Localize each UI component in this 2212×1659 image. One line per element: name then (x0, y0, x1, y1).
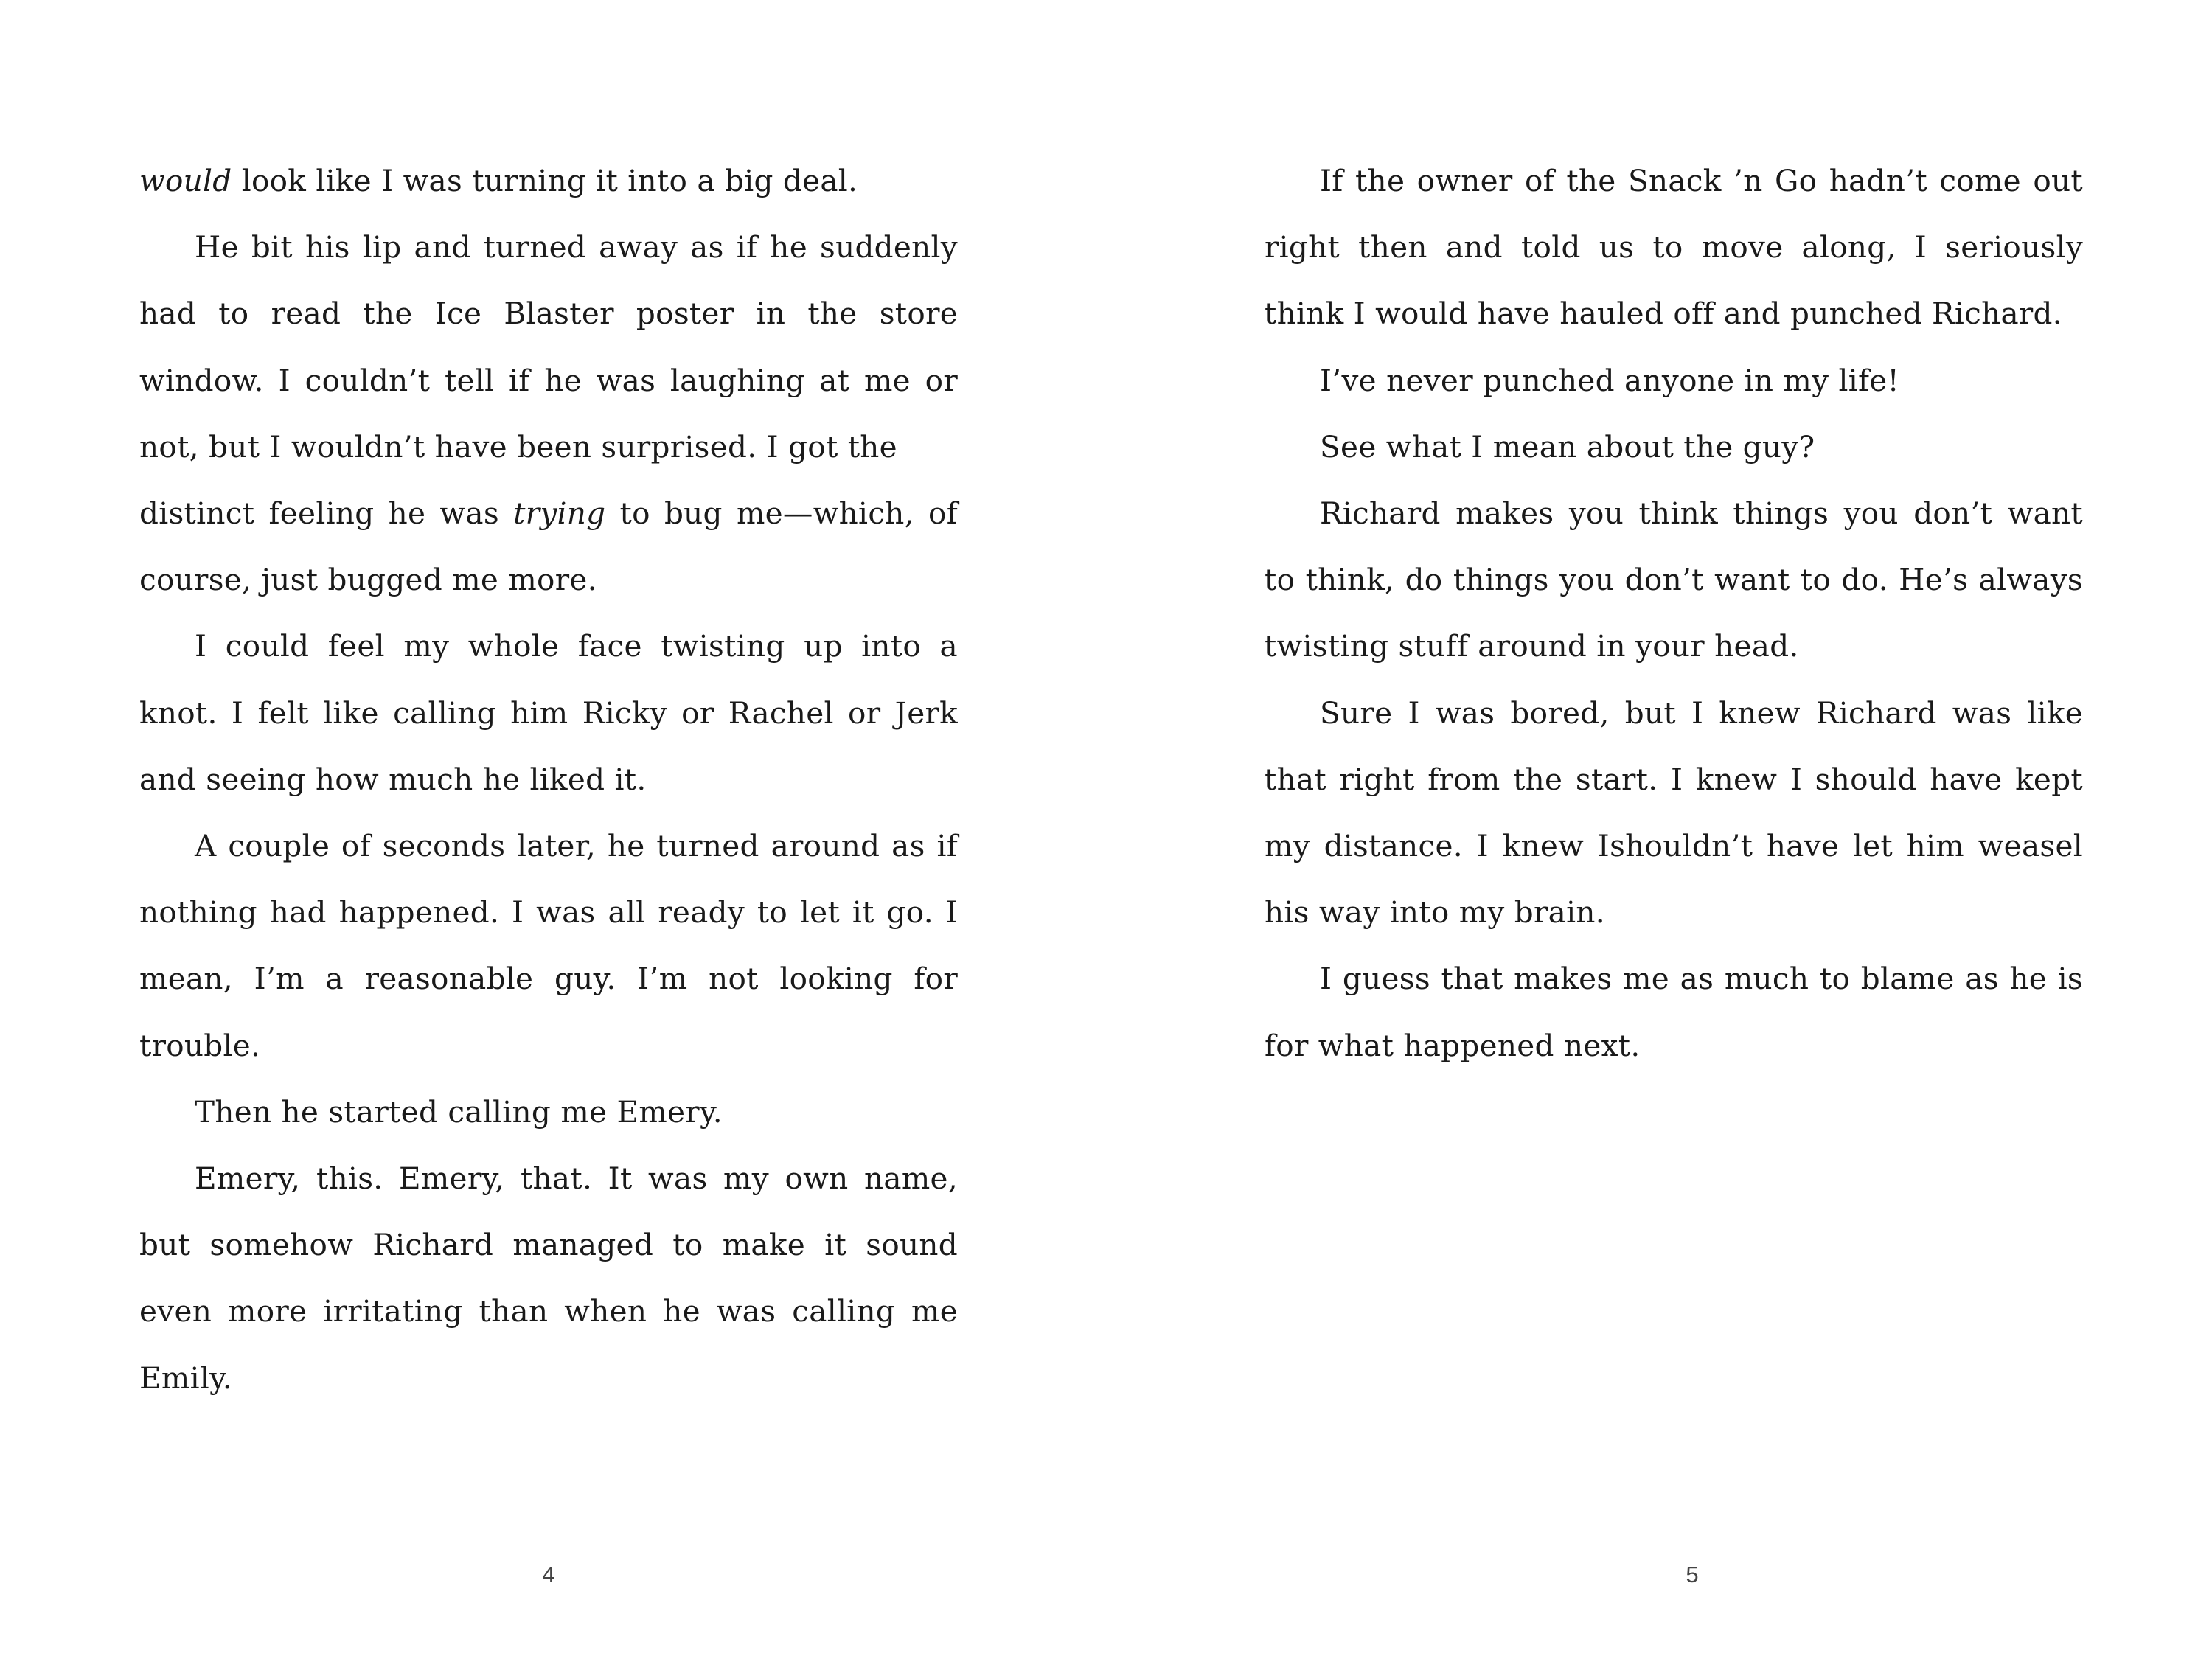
paragraph-text: I could feel my whole face twisting up into a knot. I felt like calling him Ricky or Rachel or Jerk and seeing how much he liked it. (139, 628, 958, 797)
paragraph (1265, 347, 2083, 414)
paragraph-text: Emery, this. Emery, that. It was my own name, but somehow Richard managed to make it sound even more irritating than when he was calling me Emily. (139, 1161, 958, 1396)
paragraph (139, 1145, 958, 1411)
paragraph (1265, 480, 2083, 680)
paragraph (1265, 147, 2083, 347)
right-page (1106, 0, 2212, 1659)
paragraph (139, 147, 958, 214)
paragraph-text: See what I mean about the guy? (1320, 428, 1815, 465)
paragraph (139, 813, 958, 1079)
left-page-text (139, 147, 958, 1411)
paragraph-text: Sure I was bored, but I knew Richard was like that right from the start. I knew I should have kept my distance. I knew Ishouldn’t have let him weasel his way into my brain. (1265, 695, 2083, 931)
paragraph (1265, 945, 2083, 1078)
emphasis: trying (513, 495, 606, 532)
paragraph-text: distinct feeling he was (139, 495, 514, 532)
paragraph (1265, 680, 2083, 946)
emphasis: would (139, 163, 232, 198)
paragraph-text: If the owner of the Snack ’n Go hadn’t come out right then and told us to move along, I seriously think I would have hauled off and punched Richard. (1265, 163, 2083, 332)
paragraph-text: A couple of seconds later, he turned around as if nothing had happened. I was all ready to let it go. I mean, I’m a reasonable guy. I’m not looking for trouble. (139, 828, 958, 1063)
paragraph (139, 214, 958, 480)
paragraph-text: He bit his lip and turned away as if he suddenly had to read the Ice Blaster poster in the store window. I couldn’t tell if he was laughing at me or not, but I wouldn’t have been surprised. I got the (139, 229, 958, 465)
paragraph-text: I’ve never punched anyone in my life! (1320, 362, 1900, 398)
paragraph-text: Richard makes you think things you don’t want to think, do things you don’t want to do. He’s always twisting stuff around in your head. (1265, 495, 2083, 664)
page-number: 5 (1686, 1562, 1699, 1587)
paragraph (139, 613, 958, 813)
paragraph-text: to bug me—which, of course, just bugged me more. (139, 495, 958, 598)
page-number: 4 (542, 1562, 555, 1587)
paragraph-text: look like I was turning it into a big deal. (232, 163, 858, 198)
paragraph-text: Then he started calling me Emery. (195, 1093, 723, 1130)
paragraph (139, 480, 958, 613)
paragraph-text: I guess that makes me as much to blame as he is for what happened next. (1265, 961, 2083, 1063)
right-page-text (1265, 147, 2083, 1079)
paragraph (1265, 414, 2083, 480)
paragraph (139, 1079, 958, 1145)
